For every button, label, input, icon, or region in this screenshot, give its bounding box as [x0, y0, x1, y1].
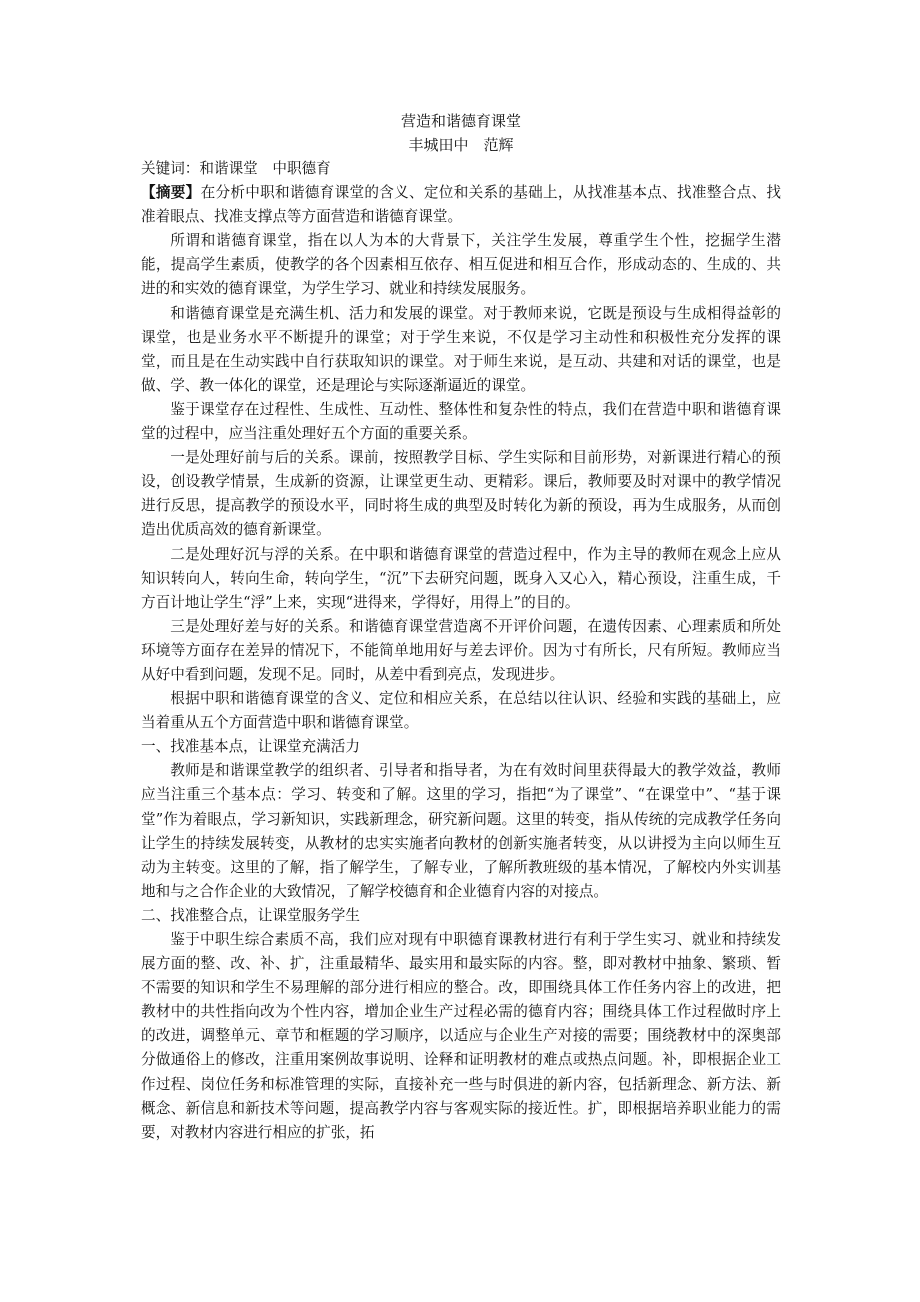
body-paragraph: 二是处理好沉与浮的关系。在中职和谐德育课堂的营造过程中，作为主导的教师在观念上应从知识转向人，转向生命，转向学生，“沉”下去研究问题，既身入又心入，精心预设，注重生成，千方百计地让学生“浮”上来，实现“进得来，学得好，用得上”的目的。: [141, 545, 781, 611]
section-heading: 一、找准基本点，让课堂充满活力: [141, 738, 360, 756]
document-author: 丰城田中 范辉: [408, 136, 514, 154]
abstract-tag: 【摘要】: [141, 184, 201, 202]
document-title: 营造和谐德育课堂: [400, 112, 521, 130]
body-paragraph: 所谓和谐德育课堂，指在以人为本的大背景下，关注学生发展，尊重学生个性，挖掘学生潜能，提高学生素质，使教学的各个因素相互依存、相互促进和相互合作，形成动态的、生成的、共进的和实效的德育课堂，为学生学习、就业和持续发展服务。: [141, 232, 781, 298]
abstract-text: 在分析中职和谐德育课堂的含义、定位和关系的基础上，从找准基本点、找准整合点、找准着眼点、找准支撑点等方面营造和谐德育课堂。: [141, 184, 781, 226]
body-paragraph: 鉴于课堂存在过程性、生成性、互动性、整体性和复杂性的特点，我们在营造中职和谐德育课堂的过程中，应当注重处理好五个方面的重要关系。: [141, 400, 781, 443]
body-paragraph: 三是处理好差与好的关系。和谐德育课堂营造离不开评价问题，在遗传因素、心理素质和所处环境等方面存在差异的情况下，不能简单地用好与差去评价。因为寸有所长，尺有所短。教师应当从好中看到问题，发现不足。同时，从差中看到亮点，发现进步。: [141, 617, 781, 683]
document-abstract: [141, 181, 781, 229]
body-paragraph: 一是处理好前与后的关系。课前，按照教学目标、学生实际和目前形势，对新课进行精心的预设，创设教学情景，生成新的资源，让课堂更生动、更精彩。课后，教师要及时对课中的教学情况进行反思，提高教学的预设水平，同时将生成的典型及时转化为新的预设，再为生成服务，从而创造出优质高效的德育新课堂。: [141, 449, 781, 539]
section-paragraph: 教师是和谐课堂教学的组织者、引导者和指导者，为在有效时间里获得最大的教学效益，教师应当注重三个基本点：学习、转变和了解。这里的学习，指把“为了课堂”、“在课堂中”、“基于课堂”作为着眼点，学习新知识，实践新理念，研究新问题。这里的转变，指从传统的完成教学任务向让学生的持续发展转变，从教材的忠实实施者向教材的创新实施者转变，从以讲授为主向以师生互动为主转变。这里的了解，指了解学生，了解专业，了解所教班级的基本情况，了解校内外实训基地和与之合作企业的大致情况，了解学校德育和企业德育内容的对接点。: [141, 762, 781, 900]
body-paragraph: 根据中职和谐德育课堂的含义、定位和相应关系，在总结以往认识、经验和实践的基础上，应当着重从五个方面营造中职和谐德育课堂。: [141, 690, 781, 732]
document-keywords: 关键词：和谐课堂 中职德育: [141, 160, 331, 177]
section-heading: 二、找准整合点，让课堂服务学生: [141, 906, 360, 924]
section-paragraph: 鉴于中职生综合素质不高，我们应对现有中职德育课教材进行有利于学生实习、就业和持续发展方面的整、改、补、扩，注重最精华、最实用和最实际的内容。整，即对教材中抽象、繁琐、暂不需要的知识和学生不易理解的部分进行相应的整合。改，即围绕具体工作任务内容上的改进，把教材中的共性指向改为个性内容，增加企业生产过程必需的德育内容；围绕具体工作过程做时序上的改进，调整单元、章节和框题的学习顺序，以适应与企业生产对接的需要；围绕教材中的深奥部分做通俗上的修改，注重用案例故事说明、诠释和证明教材的难点或热点问题。补，即根据企业工作过程、岗位任务和标准管理的实际，直接补充一些与时俱进的新内容，包括新理念、新方法、新概念、新信息和新技术等问题，提高教学内容与客观实际的接近性。扩，即根据培养职业能力的需要，对教材内容进行相应的扩张，拓: [141, 931, 781, 1141]
document-page: [141, 109, 781, 1145]
body-paragraph: 和谐德育课堂是充满生机、活力和发展的课堂。对于教师来说，它既是预设与生成相得益彰的课堂，也是业务水平不断提升的课堂；对于学生来说，不仅是学习主动性和积极性充分发挥的课堂，而且是在生动实践中自行获取知识的课堂。对于师生来说，是互动、共建和对话的课堂，也是做、学、教一体化的课堂，还是理论与实际逐渐逼近的课堂。: [141, 304, 781, 394]
